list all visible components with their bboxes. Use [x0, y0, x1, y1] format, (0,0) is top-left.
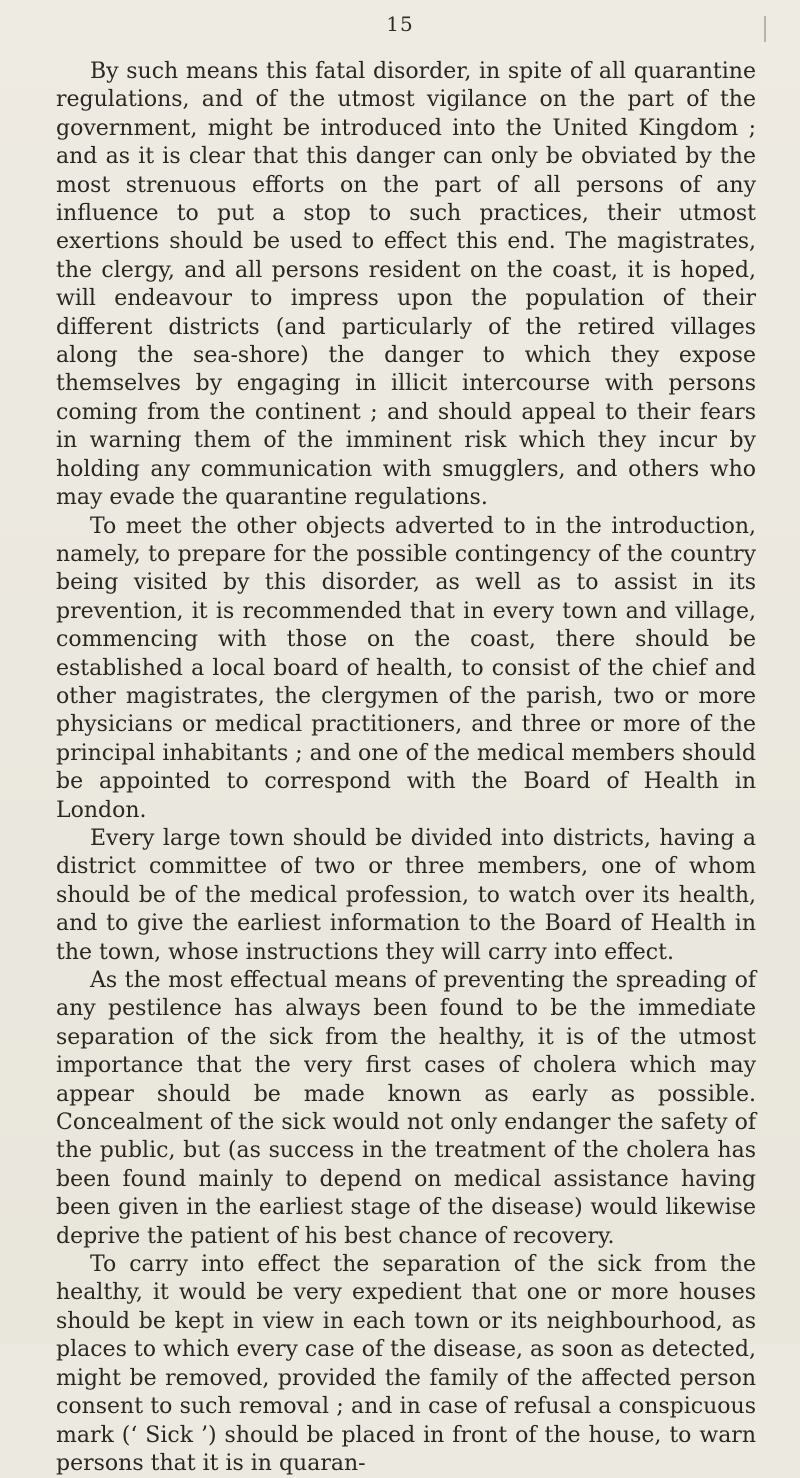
paragraph-district-committees: Every large town should be divided into districts, having a district committee of two or three members, one of whom should be of the medical profession, to watch over its health, and to give the earliest information to the Board of Health in the town, whose instructions they will carry into effect. [56, 825, 756, 965]
paragraph-smuggling-warning: By such means this fatal disorder, in spite of all quarantine regulations, and of the utmost vigilance on the part of the government, might be introduced into the United Kingdom ; and as it is clear that this danger can only be obviated by the most strenuous efforts on the part of all persons of any influence to put a stop to such practices, their utmost exertions should be used to effect this end. The magistrates, the clergy, and all persons resident on the coast, it is hoped, will endeavour to impress upon the population of their different districts (and particularly of the retired villages along the sea-shore) the danger to which they expose themselves by engaging in illicit intercourse with persons coming from the continent ; and should appeal to their fears in warning them of the imminent risk which they incur by holding any communication with smugglers, and others who may evade the quarantine regulations. [56, 59, 756, 511]
paragraph-local-boards: To meet the other objects adverted to in the introduction, namely, to prepare for the possible contingency of the country being visited by this disorder, as well as to assist in its prevention, it is recommended that in every town and village, commencing with those on the coast, there should be established a local board of health, to consist of the chief and other magistrates, the clergymen of the parish, two or more physicians or medical practitioners, and three or more of the principal inhabitants ; and one of the medical members should be appointed to correspond with the Board of Health in London. [56, 513, 756, 823]
paragraph-separation-of-sick: As the most effectual means of preventing the spreading of any pestilence has always been found to be the immediate separation of the sick from the healthy, it is of the utmost importance that the very first cases of cholera which may appear should be made known as early as possible. Concealment of the sick would not only endanger the safety of the public, but (as success in the treatment of the cholera has been found mainly to depend on medical assistance having been given in the earliest stage of the disease) would likewise deprive the patient of his best chance of recovery. [56, 968, 756, 1249]
paragraph-removal-houses: To carry into effect the separation of the sick from the healthy, it would be very expedient that one or more houses should be kept in view in each town or its neighbourhood, as places to which every case of the disease, as soon as detected, might be removed, provided the family of the affected person consent to such removal ; and in case of refusal a conspicuous mark (‘ Sick ’) should be placed in front of the house, to warn persons that it is in quaran- [56, 1252, 756, 1476]
body-text [56, 58, 756, 1478]
margin-mark [764, 16, 766, 42]
page-number: 15 [386, 12, 414, 36]
